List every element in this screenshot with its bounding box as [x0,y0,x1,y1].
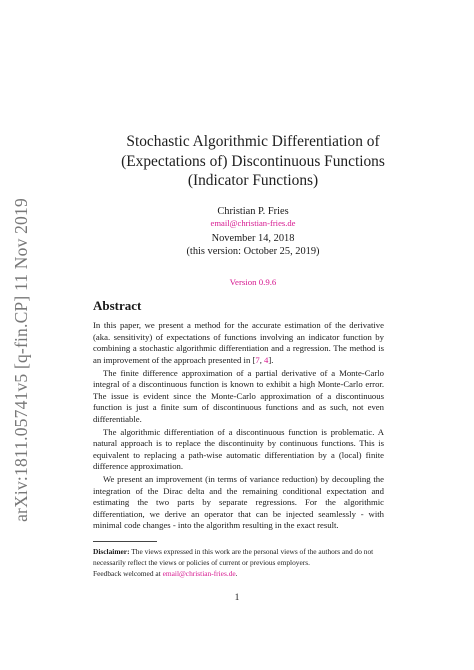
abstract-body [93,320,384,533]
arxiv-identifier-text: arXiv:1811.05741v5 [q-fin.CP] 11 Nov 2019 [11,198,31,522]
author-name: Christian P. Fries [217,206,289,217]
feedback-email-link[interactable]: email@christian-fries.de [162,569,236,578]
disclaimer-label: Disclaimer: [93,547,130,556]
feedback-line: Feedback welcomed at email@christian-fries.de. [93,569,238,578]
abstract-heading: Abstract [93,298,142,313]
footnote-rule [93,541,157,542]
citation-link[interactable]: 7 [255,354,260,365]
author-email-link[interactable]: email@christian-fries.de [210,218,296,228]
version-link[interactable]: Version 0.9.6 [229,277,277,287]
abstract-paragraph: The algorithmic differentiation of a discontinuous function is problematic. A natural approach is to replace the discontinuity by continuous functions. This is equivalent to replacing a path-wise automatic differentiation by a (local) finite difference approximation. [93,426,384,471]
abstract-paragraph: In this paper, we present a method for the accurate estimation of the derivative (aka. sensitivity) of expectations of functions involving an indicator function by combining a stochastic algorithmic differentiation and a regression. The method is an improvement of the approach presented in [7, 4]. [93,320,384,365]
title-line: (Indicator Functions) [187,172,319,189]
date-block [80,232,426,258]
disclaimer: Disclaimer: The views expressed in this work are the personal views of the authors and do not necessarily reflect the views or policies of current or previous employers. [93,547,374,567]
citation-link[interactable]: 4 [264,354,269,365]
title-line: (Expectations of) Discontinuous Functions [121,152,385,170]
abstract-paragraph: The finite difference approximation of a partial derivative of a Monte-Carlo integral of a discontinuous function is known to exhibit a high Monte-Carlo error. The issue is evident since the Monte-Carlo approximation of a discontinuous function is just a finite sum of discontinuous functions and as such, not even differentiable. [93,367,384,424]
current-version-date: (this version: October 25, 2019) [186,246,320,257]
publication-date: November 14, 2018 [211,233,295,244]
abstract-paragraph: We present an improvement (in terms of variance reduction) by decoupling the integration of the Dirac delta and the remaining conditional expectation and estimating the two parts by separate regressions. For the algorithmic differentiation, we derive an operator that can be injected seamlessly - with minimal code changes - into the algorithm resulting in the exact result. [93,474,384,530]
paper-title [80,132,426,191]
page-number: 1 [234,592,240,603]
footnote [93,546,385,579]
title-line: Stochastic Algorithmic Differentiation of [126,133,380,150]
